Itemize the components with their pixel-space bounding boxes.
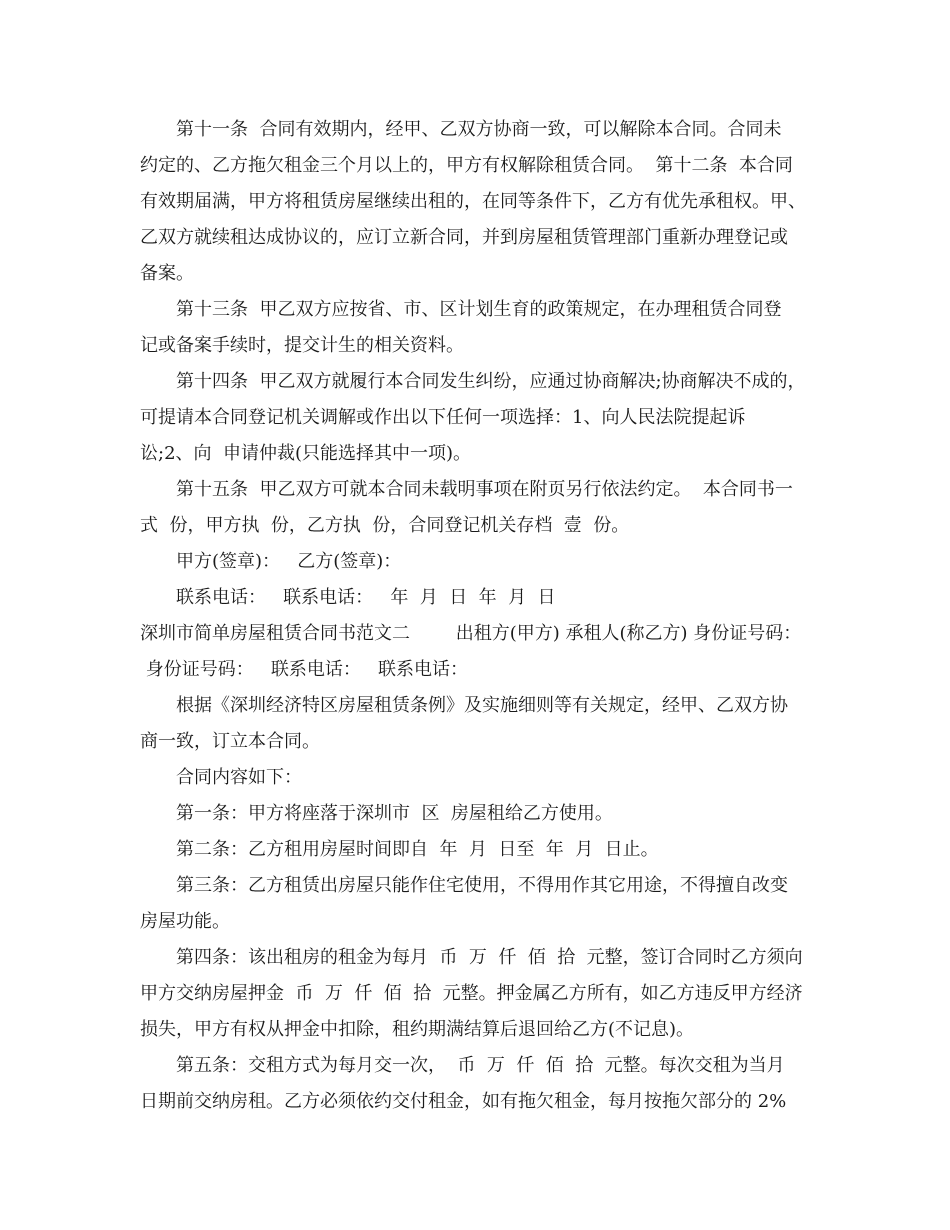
paragraph-clause-5-line-1: 第五条：交租方式为每月交一次， 币 万 仟 佰 拾 元整。每次交租为当月 [176, 1055, 785, 1076]
paragraph-article-11-line-4: 乙双方就续租达成协议的，应订立新合同，并到房屋租赁管理部门重新办理登记或 [140, 227, 788, 248]
second-contract-heading-line: 深圳市简单房屋租赁合同书范文二 出租方(甲方) 承租人(称乙方) 身份证号码： [140, 623, 802, 644]
paragraph-article-13-line-1: 第十三条 甲乙双方应按省、市、区计划生育的政策规定，在办理租赁合同登 [176, 299, 782, 320]
paragraph-clause-5-line-2: 日期前交纳房租。乙方必须依约交付租金，如有拖欠租金，每月按拖欠部分的 2% [140, 1091, 787, 1112]
contract-content-heading: 合同内容如下： [176, 767, 302, 788]
signature-line: 甲方(签章)： 乙方(签章)： [176, 551, 402, 572]
paragraph-basis-line-1: 根据《深圳经济特区房屋租赁条例》及实施细则等有关规定，经甲、乙双方协 [176, 695, 788, 716]
id-contact-line: 身份证号码： 联系电话： 联系电话： [140, 659, 469, 680]
paragraph-article-15-line-1: 第十五条 甲乙双方可就本合同未载明事项在附页另行依法约定。 本合同书一 [176, 479, 793, 500]
paragraph-article-11-line-1: 第十一条 合同有效期内，经甲、乙双方协商一致，可以解除本合同。合同未 [176, 119, 782, 140]
paragraph-clause-3-line-1: 第三条：乙方租赁出房屋只能作住宅使用，不得用作其它用途，不得擅自改变 [176, 875, 788, 896]
paragraph-basis-line-2: 商一致，订立本合同。 [140, 731, 320, 752]
paragraph-article-14-line-3: 讼;2、向 申请仲裁(只能选择其中一项)。 [140, 443, 472, 464]
paragraph-article-11-line-3: 有效期届满，甲方将租赁房屋继续出租的，在同等条件下，乙方有优先承租权。甲、 [140, 191, 806, 212]
paragraph-article-15-line-2: 式 份，甲方执 份，乙方执 份，合同登记机关存档 壹 份。 [140, 515, 630, 536]
paragraph-clause-4-line-3: 损失，甲方有权从押金中扣除，租约期满结算后退回给乙方(不记息)。 [140, 1019, 695, 1040]
contact-date-line: 联系电话： 联系电话： 年 月 日 年 月 日 [176, 587, 556, 608]
paragraph-clause-4-line-1: 第四条：该出租房的租金为每月 币 万 仟 佰 拾 元整，签订合同时乙方须向 [176, 947, 803, 968]
paragraph-clause-1: 第一条：甲方将座落于深圳市 区 房屋租给乙方使用。 [176, 803, 613, 824]
paragraph-clause-4-line-2: 甲方交纳房屋押金 币 万 仟 佰 拾 元整。押金属乙方所有，如乙方违反甲方经济 [140, 983, 803, 1004]
paragraph-article-11-line-2: 约定的、乙方拖欠租金三个月以上的，甲方有权解除租赁合同。 第十二条 本合同 [140, 155, 793, 176]
paragraph-article-13-line-2: 记或备案手续时，提交计生的相关资料。 [140, 335, 464, 356]
paragraph-article-14-line-2: 可提请本合同登记机关调解或作出以下任何一项选择：1、向人民法院提起诉 [140, 407, 746, 428]
paragraph-clause-3-line-2: 房屋功能。 [140, 911, 230, 932]
paragraph-clause-2: 第二条：乙方租用房屋时间即自 年 月 日至 年 月 日止。 [176, 839, 659, 860]
paragraph-article-14-line-1: 第十四条 甲乙双方就履行本合同发生纠纷，应通过协商解决;协商解决不成的， [176, 371, 806, 392]
paragraph-article-11-line-5: 备案。 [140, 263, 194, 284]
